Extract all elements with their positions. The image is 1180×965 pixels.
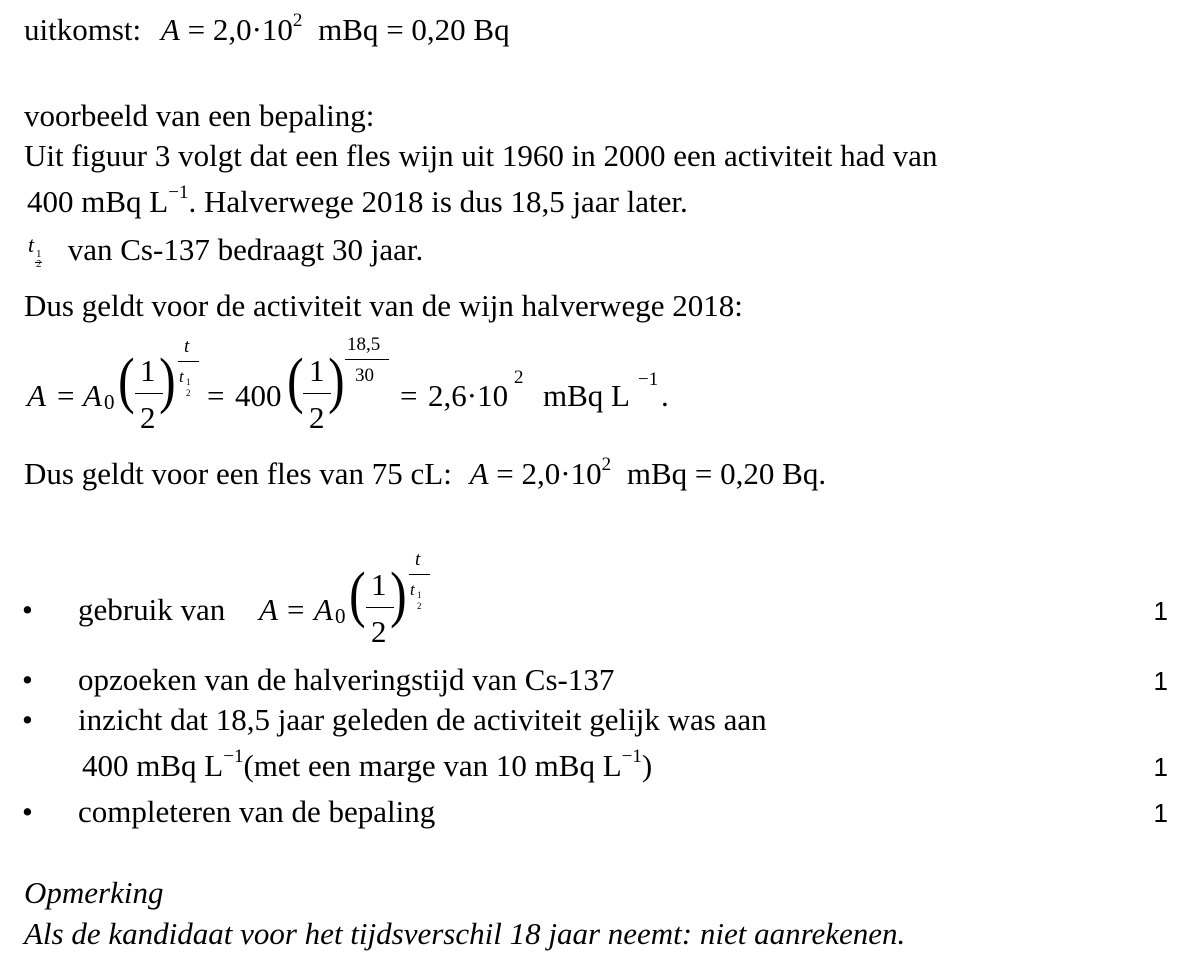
example-heading: voorbeeld van een bepaling:	[24, 98, 375, 133]
line6-mantissa: 2,0·10	[521, 456, 602, 491]
line6-eq: =	[496, 456, 514, 491]
mf-result-unit-exp: −1	[638, 369, 659, 390]
mf-A0-sub: 0	[104, 390, 115, 414]
mf-result: 2,6·10	[428, 378, 509, 413]
c3-close: )	[641, 748, 653, 783]
score-2: 1	[1153, 666, 1168, 696]
c1-one: 1	[371, 567, 387, 602]
note-title: Opmerking	[24, 875, 164, 910]
mf-end: .	[661, 378, 669, 413]
criterion-3-text: inzicht dat 18,5 jaar geleden de activiteit gelijk was aan	[78, 702, 767, 737]
mf-exp-t: t	[184, 336, 190, 357]
score-1: 1	[1153, 596, 1168, 626]
c3-margin: (met een marge van 10 mBq L	[243, 748, 622, 783]
outcome-line	[24, 10, 510, 47]
mf-A: A	[27, 378, 46, 413]
line6-text: Dus geldt voor een fles van 75 cL:	[24, 456, 452, 491]
half-life-t: t	[28, 232, 35, 257]
mf-eq1: =	[57, 378, 75, 413]
bullet-1: •	[22, 592, 33, 627]
score-4: 1	[1153, 798, 1168, 828]
mf-result-unit: mBq L	[543, 378, 630, 413]
line2-exp: −1	[168, 182, 189, 203]
mf-coef: 400	[235, 378, 282, 413]
text-line-2	[27, 182, 688, 219]
mf-exp-den: 30	[355, 365, 374, 386]
outcome-eq: =	[187, 12, 206, 47]
c1-exp-t12: t	[410, 580, 415, 599]
c1-eq: =	[287, 592, 305, 627]
mf-two: 2	[140, 400, 156, 435]
line2-value: 400 mBq L	[27, 184, 169, 219]
line3-rest: van Cs-137 bedraagt 30 jaar.	[67, 232, 424, 267]
line2-rest: . Halverwege 2018 is dus 18,5 jaar later.	[188, 184, 688, 219]
half-life-symbol	[26, 232, 42, 270]
c3-exp: −1	[223, 746, 244, 767]
mf-eq2: =	[207, 378, 225, 413]
outcome-prefix: uitkomst:	[24, 12, 142, 47]
bullet-2: •	[22, 662, 33, 697]
c1-two: 2	[371, 614, 387, 649]
score-3: 1	[1153, 752, 1168, 782]
outcome-exp: 2	[292, 10, 303, 31]
line6-unit: mBq	[626, 456, 688, 491]
mf-exp-t12: t	[179, 367, 184, 386]
mf-two-2: 2	[309, 400, 325, 435]
line6-eq2: =	[694, 456, 713, 491]
c3-exp2: −1	[621, 746, 642, 767]
line6-value: 0,20	[720, 456, 775, 491]
mf-one: 1	[140, 353, 156, 388]
line6-var: A	[469, 456, 489, 491]
text-line-3	[26, 232, 424, 270]
mf-eq3: =	[400, 378, 418, 413]
c1-A0-sub: 0	[335, 604, 346, 628]
criterion-4-text: completeren van de bepaling	[78, 794, 436, 829]
criterion-1-text: gebruik van	[78, 592, 226, 627]
mf-A0: A	[83, 378, 102, 413]
outcome-value: 0,20	[411, 12, 466, 47]
c3-value: 400 mBq L	[82, 748, 224, 783]
c1-exp-t: t	[415, 549, 421, 570]
text-line-6	[24, 454, 827, 491]
text-line-1: Uit figuur 3 volgt dat een fles wijn uit 1960 in 2000 een activiteit had van	[24, 138, 938, 173]
line6-unit2: Bq.	[782, 456, 827, 491]
mf-result-exp: 2	[514, 367, 524, 388]
c1-A0: A	[314, 592, 333, 627]
criterion-2-text: opzoeken van de halveringstijd van Cs-137	[78, 662, 615, 697]
note-text: Als de kandidaat voor het tijdsverschil 18 jaar neemt: niet aanrekenen.	[24, 916, 906, 951]
outcome-mantissa: 2,0·10	[212, 12, 293, 47]
half-life-num: 1	[36, 248, 42, 260]
outcome-unit2: Bq	[473, 12, 510, 47]
text-line-4: Dus geldt voor de activiteit van de wijn halverwege 2018:	[24, 288, 743, 323]
line6-exp: 2	[601, 454, 612, 475]
c1-A: A	[259, 592, 278, 627]
criterion-3-line2	[82, 746, 653, 783]
bullet-3: •	[22, 702, 33, 737]
half-life-den: 2	[36, 258, 42, 270]
mf-exp-num: 18,5	[347, 334, 381, 355]
mf-one-2: 1	[309, 353, 325, 388]
outcome-eq2: =	[386, 12, 404, 47]
bullet-4: •	[22, 794, 33, 829]
outcome-var: A	[160, 12, 180, 47]
outcome-unit: mBq	[318, 12, 379, 47]
